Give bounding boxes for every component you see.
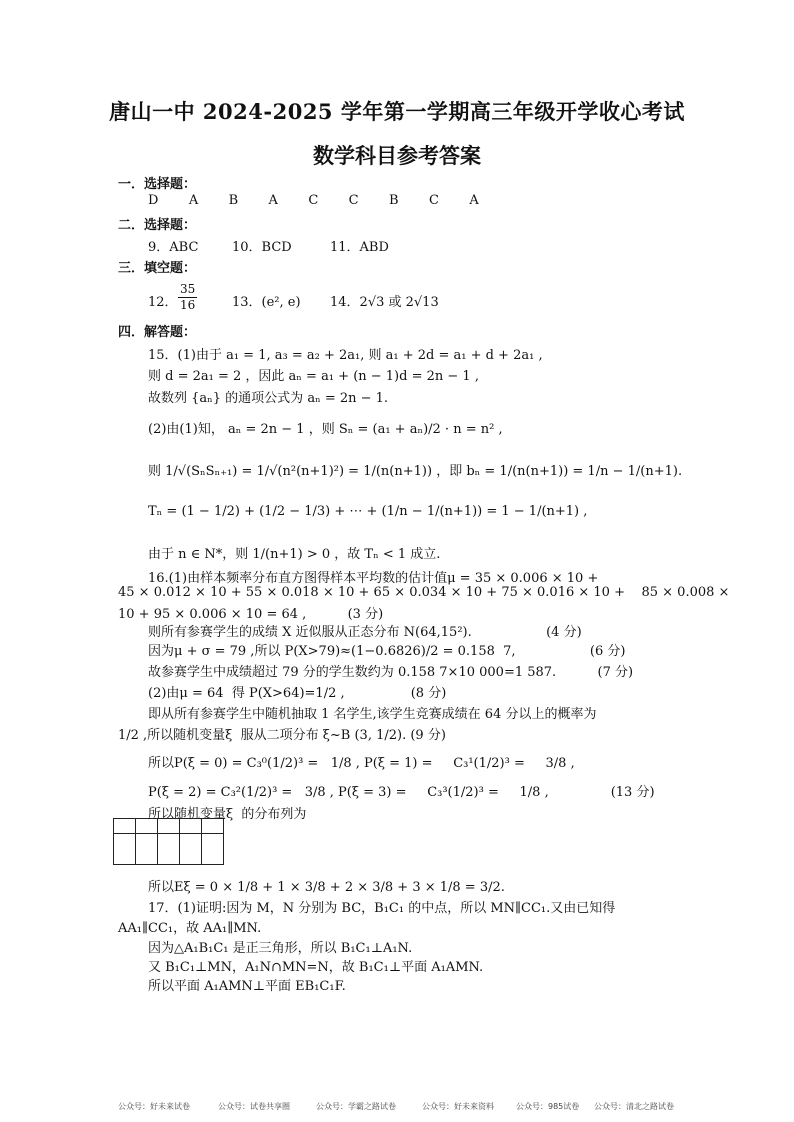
section-solution-label: 四．解答题： <box>118 325 197 340</box>
answer-13: 13．(e², e) <box>232 295 301 310</box>
table-cell <box>158 834 180 865</box>
q17-line-2: AA₁∥CC₁，故 AA₁∥MN. <box>118 921 262 936</box>
q15-line-1: 15．(1)由于 a₁ = 1, a₃ = a₂ + 2a₁, 则 a₁ + 2d = a₁ + d + 2a₁ , <box>148 348 543 363</box>
distribution-table <box>113 818 224 865</box>
answer-12-fraction <box>178 282 197 313</box>
choice-answers: D A B A C C B C A <box>148 193 479 208</box>
q15-line-3: 故数列 {aₙ} 的通项公式为 aₙ = 2n − 1. <box>148 391 389 406</box>
q16-line-12: 所以随机变量ξ 的分布列为 <box>148 807 307 822</box>
page-subtitle: 数学科目参考答案 <box>313 143 481 168</box>
q17-line-3: 因为△A₁B₁C₁ 是正三角形，所以 B₁C₁⊥A₁N. <box>148 941 413 956</box>
q16-line-3: 10 + 95 × 0.006 × 10 = 64 , (3 分) <box>118 607 384 622</box>
table-cell <box>202 819 224 834</box>
section-fill-label: 三．填空题： <box>118 261 197 276</box>
q15-line-7: 由于 n ∈ N*，则 1/(n+1) > 0 ，故 Tₙ < 1 成立. <box>148 547 441 562</box>
page-title: 唐山一中 2024-2025 学年第一学期高三年级开学收心考试 <box>109 99 685 124</box>
answer-12-denominator: 16 <box>180 298 196 312</box>
table-cell <box>180 834 202 865</box>
q17-line-5: 所以平面 A₁AMN⊥平面 EB₁C₁F. <box>148 979 346 994</box>
q16-line-9: 1/2 ,所以随机变量ξ 服从二项分布 ξ~B (3, 1/2). (9 分) <box>118 728 446 743</box>
table-cell <box>180 819 202 834</box>
q16-line-7: (2)由μ = 64 得 P(X>64)=1/2 , (8 分) <box>148 686 447 701</box>
q17-line-4: 又 B₁C₁⊥MN，A₁N∩MN=N，故 B₁C₁⊥平面 A₁AMN. <box>148 960 484 975</box>
footer-source-4: 公众号：好未来资料 <box>422 1102 494 1111</box>
footer-source-3: 公众号：学霸之路试卷 <box>316 1102 396 1111</box>
q17-line-1: 17．(1)证明:因为 M，N 分别为 BC，B₁C₁ 的中点，所以 MN∥CC₁.又由已知得 <box>148 901 616 916</box>
footer-source-6: 公众号：清北之路试卷 <box>594 1102 674 1111</box>
q16-line-8: 即从所有参赛学生中随机抽取 1 名学生,该学生竞赛成绩在 64 分以上的概率为 <box>148 707 597 722</box>
answer-10: 10．BCD <box>232 240 292 255</box>
q16-line-4: 则所有参赛学生的成绩 X 近似服从正态分布 N(64,15²). (4 分) <box>148 625 582 640</box>
q16-line-11: P(ξ = 2) = C₃²(1/2)³ = 3/8 , P(ξ = 3) = C₃³(1/2)³ = 1/8 , (13 分) <box>148 785 655 800</box>
q16-line-10: 所以P(ξ = 0) = C₃⁰(1/2)³ = 1/8 , P(ξ = 1) = C₃¹(1/2)³ = 3/8 , <box>148 756 575 771</box>
section-multi-choice-label: 二．选择题： <box>118 218 197 233</box>
table-cell <box>136 819 158 834</box>
table-cell <box>158 819 180 834</box>
answer-12-numerator: 35 <box>180 282 196 296</box>
q15-line-4: (2)由(1)知， aₙ = 2n − 1 ，则 Sₙ = (a₁ + aₙ)/2 · n = n² , <box>148 422 503 437</box>
table-cell <box>136 834 158 865</box>
q16-line-5: 因为μ + σ = 79 ,所以 P(X>79)≈(1−0.6826)/2 = 0.158 7, (6 分) <box>148 644 626 659</box>
table-cell <box>202 834 224 865</box>
table-cell <box>114 819 136 834</box>
q15-line-6: Tₙ = (1 − 1/2) + (1/2 − 1/3) + ⋯ + (1/n − 1/(n+1)) = 1 − 1/(n+1) , <box>148 504 588 519</box>
answer-11: 11．ABD <box>330 240 389 255</box>
section-choice-label: 一．选择题： <box>118 177 197 192</box>
footer-source-2: 公众号：试卷共享圈 <box>218 1102 290 1111</box>
footer-source-1: 公众号：好未来试卷 <box>118 1102 190 1111</box>
q15-line-2: 则 d = 2a₁ = 2 ，因此 aₙ = a₁ + (n − 1)d = 2n − 1 , <box>148 369 479 384</box>
q16-line-6: 故参赛学生中成绩超过 79 分的学生数约为 0.158 7×10 000=1 587. (7 分) <box>148 665 634 680</box>
q16-line-1: 16.(1)由样本频率分布直方图得样本平均数的估计值μ = 35 × 0.006 × 10 + <box>148 571 599 586</box>
q15-line-5: 则 1/√(SₙSₙ₊₁) = 1/√(n²(n+1)²) = 1/(n(n+1)) ，即 bₙ = 1/(n(n+1)) = 1/n − 1/(n+1). <box>148 464 683 479</box>
answer-12-label: 12． <box>148 295 178 310</box>
answer-9: 9．ABC <box>148 240 199 255</box>
q16-line-13: 所以Eξ = 0 × 1/8 + 1 × 3/8 + 2 × 3/8 + 3 × 1/8 = 3/2. <box>148 880 505 895</box>
footer-source-5: 公众号：985试卷 <box>516 1102 580 1111</box>
q16-line-2: 45 × 0.012 × 10 + 55 × 0.018 × 10 + 65 × 0.034 × 10 + 75 × 0.016 × 10 + 85 × 0.008 × <box>118 585 730 600</box>
answer-14: 14．2√3 或 2√13 <box>330 295 439 310</box>
table-cell <box>114 834 136 865</box>
